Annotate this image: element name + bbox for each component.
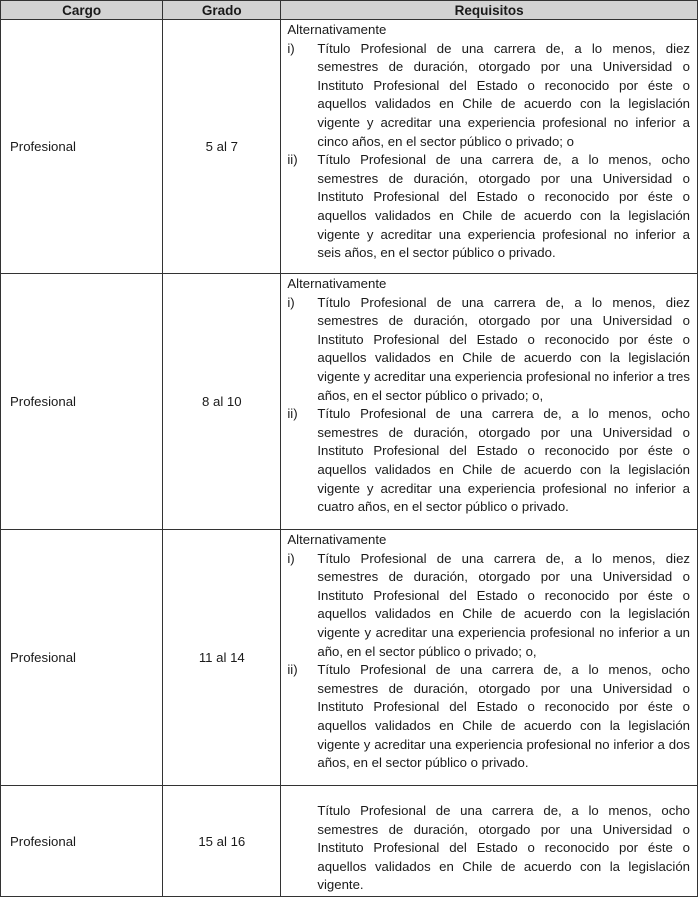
- requisitos-intro: Alternativamente: [287, 532, 387, 547]
- requisitos-cell: [281, 530, 698, 786]
- requisito-item: [287, 294, 690, 406]
- item-text: Título Profesional de una carrera de, a lo menos, ocho semestres de duración, otorgado por una Universidad o Instituto Profesional del Estado o reconocido por éste o aquellos validados en Chile de acuerdo con la legislación vigente y acreditar una experiencia profesional no inferior a cuatro años, en el sector público o privado.: [317, 406, 690, 515]
- item-text: Título Profesional de una carrera de, a lo menos, ocho semestres de duración, otorgado por una Universidad o Instituto Profesional del Estado o reconocido por éste o aquellos validados en Chile de acuerdo con la legislación vigente y acreditar una experiencia profesional no inferior a dos años, en el sector público o privado.: [317, 662, 690, 771]
- grado-cell: 8 al 10: [163, 274, 281, 530]
- item-marker: i): [287, 294, 295, 310]
- item-text: Título Profesional de una carrera de, a lo menos, ocho semestres de duración, otorgado por una Universidad o Instituto Profesional del Estado o reconocido por éste o aquellos validados en Chile de acuerdo con la legislación vigente.: [317, 803, 690, 893]
- requisitos-cell: [281, 786, 698, 897]
- cargo-cell: Profesional: [1, 274, 163, 530]
- requisitos-intro: Alternativamente: [287, 276, 387, 291]
- grado-cell: 11 al 14: [163, 530, 281, 786]
- requisitos-cell: [281, 20, 698, 274]
- header-requisitos: Requisitos: [281, 1, 698, 20]
- grado-cell: 5 al 7: [163, 20, 281, 274]
- table-row: [1, 20, 698, 274]
- requisito-item: [287, 787, 690, 895]
- item-text: Título Profesional de una carrera de, a lo menos, diez semestres de duración, otorgado por una Universidad o Instituto Profesional del Estado o reconocido por éste o aquellos validados en Chile de acuerdo con la legislación vigente y acreditar una experiencia profesional no inferior a tres años, en el sector público o privado; o,: [317, 294, 690, 403]
- item-marker: [287, 802, 317, 895]
- requisito-item: [287, 151, 690, 263]
- table-row: [1, 530, 698, 786]
- item-marker: i): [287, 40, 295, 56]
- cargo-cell: Profesional: [1, 530, 163, 786]
- header-grado: Grado: [163, 1, 281, 20]
- requisito-item: [287, 550, 690, 662]
- item-marker: ii): [287, 152, 298, 168]
- cargo-cell: Profesional: [1, 786, 163, 897]
- requisitos-intro: Alternativamente: [287, 22, 387, 37]
- item-text: Título Profesional de una carrera de, a lo menos, diez semestres de duración, otorgado por una Universidad o Instituto Profesional del Estado o reconocido por éste o aquellos validados en Chile de acuerdo con la legislación vigente y acreditar una experiencia profesional no inferior a cinco años, en el sector público o privado; o: [317, 40, 690, 149]
- cargo-cell: Profesional: [1, 20, 163, 274]
- requisito-item: [287, 40, 690, 152]
- requisitos-cell: [281, 274, 698, 530]
- item-text: Título Profesional de una carrera de, a lo menos, ocho semestres de duración, otorgado por una Universidad o Instituto Profesional del Estado o reconocido por éste o aquellos validados en Chile de acuerdo con la legislación vigente y acreditar una experiencia profesional no inferior a seis años, en el sector público o privado.: [317, 152, 690, 261]
- item-marker: ii): [287, 662, 298, 678]
- table-row: [1, 274, 698, 530]
- requisito-item: [287, 405, 690, 517]
- header-cargo: Cargo: [1, 1, 163, 20]
- item-marker: i): [287, 550, 295, 566]
- header-row: [1, 1, 698, 20]
- grado-cell: 15 al 16: [163, 786, 281, 897]
- item-text: Título Profesional de una carrera de, a lo menos, diez semestres de duración, otorgado por una Universidad o Instituto Profesional del Estado o reconocido por éste o aquellos validados en Chile de acuerdo con la legislación vigente y acreditar una experiencia profesional no inferior a un año, en el sector público o privado; o,: [317, 550, 690, 659]
- requisito-item: [287, 661, 690, 773]
- item-marker: ii): [287, 406, 298, 422]
- table-row: [1, 786, 698, 897]
